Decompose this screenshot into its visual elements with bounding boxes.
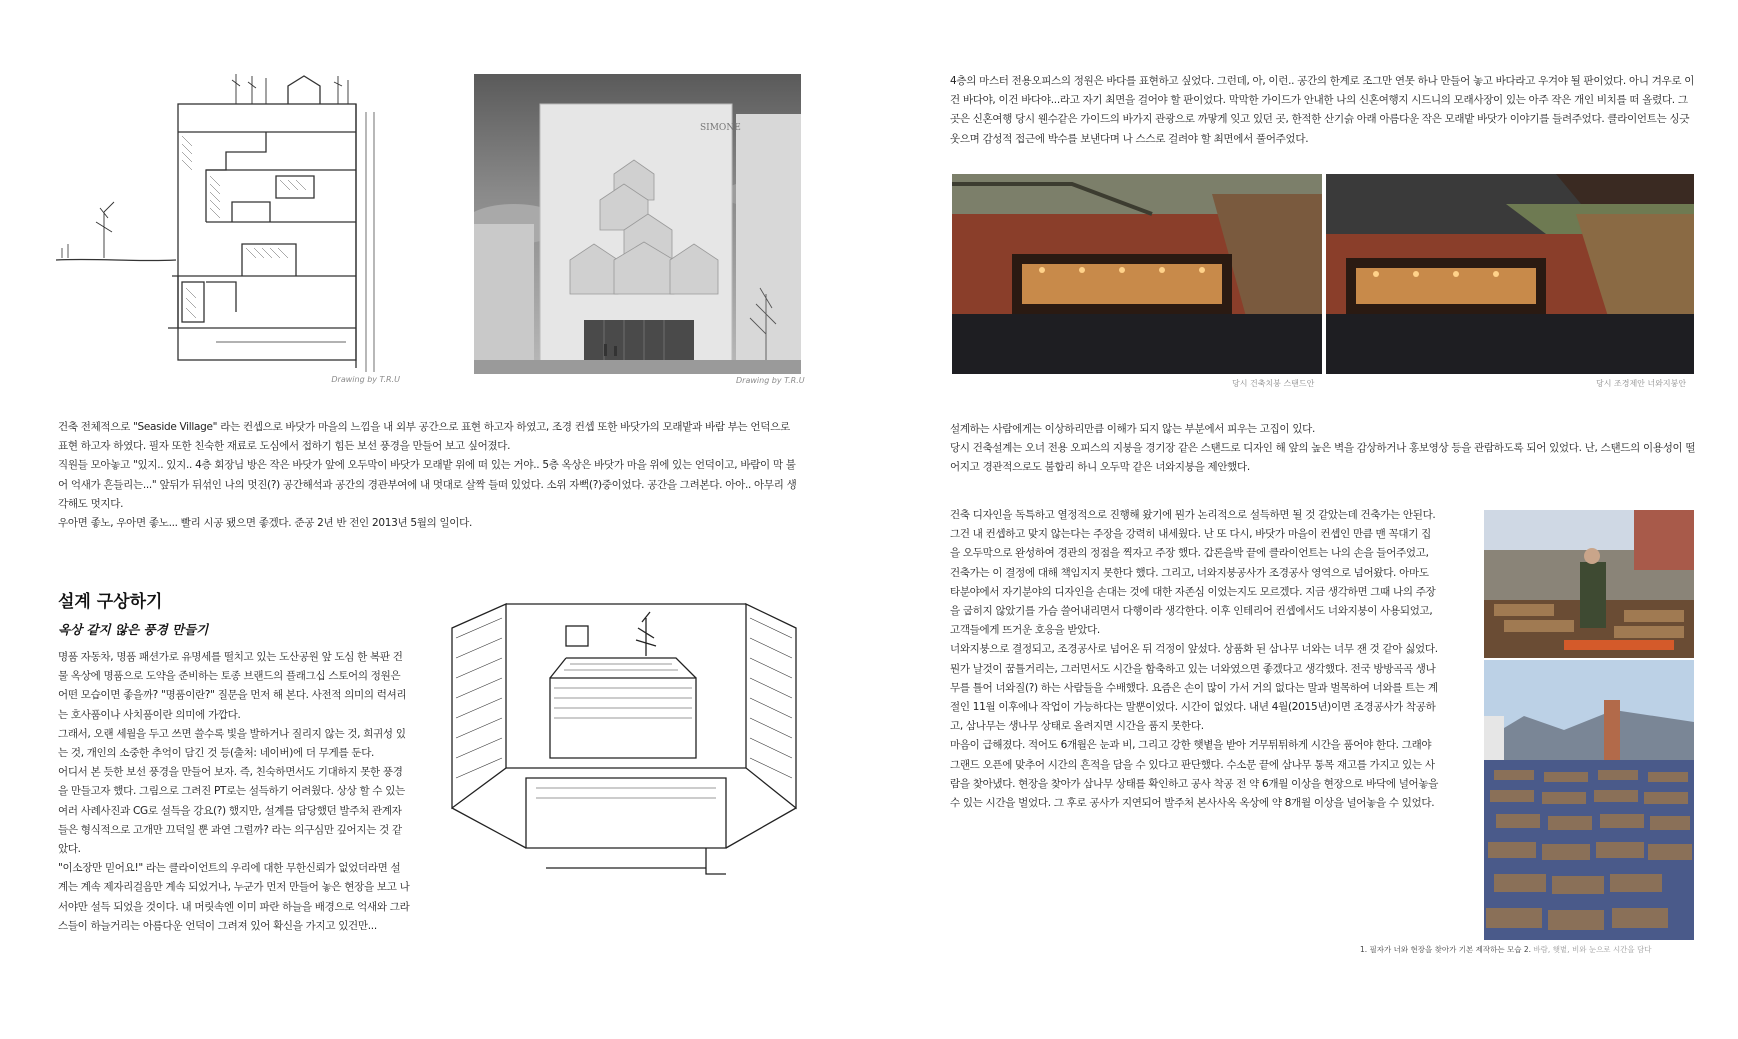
right-bottom-text-block: [950, 506, 1440, 813]
section-text-column: [58, 648, 410, 936]
shingle-roof-rendering-caption: 당시 조경제안 너와지붕안: [1596, 379, 1687, 388]
shingle-roof-rendering-image: [1326, 174, 1694, 374]
section-paragraph-1: 명품 자동차, 명품 패션가로 유명세를 떨치고 있는 도산공원 앞 도심 한 복판 건물 옥상에 명품으로 도약을 준비하는 토종 브랜드의 플래그십 스토어의 정원은 어떤 모습이면 좋을까? "명품이란?" 질문을 먼저 해 본다. 사전적 의미의 럭셔리는 호사품이나 사치품이란 의미에 가깝다.: [58, 651, 407, 721]
section-heading: 설계 구상하기: [58, 592, 163, 612]
right-bottom-paragraph-1: 건축 디자인을 독특하고 열정적으로 진행해 왔기에 뭔가 논리적으로 설득하면 될 것 같았는데 건축가는 안된다. 그건 내 컨셉하고 맞지 않는다는 주장을 강력히 내세웠다. 난 또 다시, 바닷가 마을이 컨셉인 만큼 맨 꼭대기 집을 오두막으로 완성하여 경관의 정점을 찍자고 주장 했다. 갑론을박 끝에 클라이언트는 나의 손을 들어주었고, 건축가는 이 결정에 대해 책임지지 못한다 했다. 그리고, 너와지붕공사가 조경공사 영역으로 넘어왔다. 아마도 타분야에서 자기분야의 디자인을 손대는 것에 대한 자존심 이었는지도 모르겠다. 지금 생각하면 그때 나의 주장을 굽히지 않았기를 가슴 쓸어내리면서 다행이라 생각한다. 이후 인테리어 컨셉에서도 너와지붕이 사용되었고, 고객들에게 뜨거운 호응을 받았다.: [950, 509, 1436, 637]
section-subheading: 옥상 같지 않은 풍경 만들기: [58, 622, 209, 637]
section-sketch-caption: Drawing by T.R.U: [331, 375, 400, 384]
section-sketch-figure: [56, 72, 408, 384]
craftsman-photo: [1484, 510, 1694, 658]
photo-footnote: [1360, 944, 1652, 955]
photo-footnote-primary: 1. 필자가 너와 현장을 찾아가 기본 제작하는 모습 2.: [1360, 945, 1532, 954]
section-sketch-drawing: [56, 72, 408, 380]
intro-paragraph-2: 직원들 모아놓고 "있지.. 있지.. 4층 회장님 방은 작은 바닷가 앞에 오두막이 바닷가 모래밭 위에 떠 있는 거야.. 5층 옥상은 바닷가 마을 위에 있는 언덕이고, 바람이 막 불어 억새가 흔들리는..." 앞뒤가 뒤섞인 나의 멋진(?) 공간해석과 공간의 경관부여에 내 멋대로 살짝 들떠 있었다. 소위 자뻑(?)중이었다. 공간을 그려본다. 아아.. 아무리 생각해도 멋지다.: [58, 459, 797, 510]
facade-rendering-image: [474, 74, 801, 374]
section-paragraph-4: "이소장만 믿어요!" 라는 클라이언트의 우리에 대한 무한신뢰가 없었더라면 설계는 계속 제자리걸음만 계속 되었거나, 누군가 먼저 만들어 놓은 현장을 보고 나서야만 설득 되었을 것이다. 내 머릿속엔 이미 파란 하늘을 배경으로 억새와 그라스들이 하늘거리는 아름다운 언덕이 그려져 있어 확신을 가지고 있건만...: [58, 862, 410, 932]
right-middle-paragraph-1: 설계하는 사람에게는 이상하리만큼 이해가 되지 않는 부분에서 피우는 고집이 있다.: [950, 423, 1316, 435]
stand-roof-rendering-caption: 당시 건축치붕 스탠드안: [1232, 379, 1315, 388]
stand-roof-rendering-drawing: [952, 174, 1322, 374]
drying-shingles-photo: [1484, 660, 1694, 940]
facade-rendering-caption: Drawing by T.R.U: [736, 376, 805, 385]
intro-paragraph-3: 우아면 좋노, 우아면 좋노... 빨리 시공 됐으면 좋겠다. 준공 2년 반 전인 2013년 5월의 일이다.: [58, 517, 473, 530]
facade-rendering-drawing: [474, 74, 801, 374]
roof-garden-sketch-drawing: [446, 598, 802, 878]
right-bottom-paragraph-2: 너와지붕으로 결정되고, 조경공사로 넘어온 뒤 걱정이 앞섰다. 상품화 된 삼나무 너와는 너무 잰 것 같아 싫었다. 뭔가 날것이 꿈틀거리는, 그러면서도 시간을 함축하고 있는 너와였으면 좋겠다고 생각했다. 전국 방방곡곡 생나무를 틀어 너와질(?) 하는 사람들을 수배했다. 요즘은 손이 많이 가서 거의 없다는 말과 벌목하여 너와를 트는 계절인 11월 이후에나 작업이 가능하다는 말뿐이었다. 시간이 없었다. 내년 4월(2015년)이면 조경공사가 착공하고, 삼나무는 생나무 상태로 올려지면 시간을 품지 못한다.: [950, 643, 1438, 733]
right-middle-paragraph-2: 당시 건축설계는 오너 전용 오피스의 지붕을 경기장 같은 스탠드로 디자인 해 앞의 높은 벽을 감상하거나 홍보영상 등을 관람하도록 되어 있었다. 난, 스탠드의 이용성이 떨어지고 경관적으로도 불합리 하니 오두막 같은 너와지붕을 제안했다.: [950, 442, 1696, 474]
intro-text-block: [58, 418, 802, 533]
right-top-paragraph: 4층의 마스터 전용오피스의 정원은 바다를 표현하고 싶었다. 그런데, 아, 이런.. 공간의 한계로 조그만 연못 하나 만들어 놓고 바다라고 우겨야 될 판이었다. 아니 겨우로 이건 바다야, 이건 바다야...라고 자기 최면을 걸어야 할 판이었다. 막막한 가이드가 안내한 나의 신혼여행지 시드니의 모래사장이 있는 아주 작은 개인 비치를 떠 올렸다. 그곳은 신혼여행 당시 웬수같은 가이드의 바가지 관광으로 까맣게 잊고 있던 곳, 한적한 산기슭 아래 아름다운 작은 모래밭 바닷가 이야기를 들려주었다. 클라이언트는 싱긋 웃으며 감성적 접근에 박수를 보낸다며 나 스스로 걸려야 할 최면에서 풀어주었다.: [950, 75, 1695, 145]
stand-roof-rendering-image: [952, 174, 1322, 374]
drying-shingles-photo-drawing: [1484, 660, 1694, 940]
right-middle-text-block: [950, 420, 1696, 478]
photo-footnote-secondary: 바람, 햇볕, 비와 눈으로 시간을 담다: [1531, 945, 1652, 954]
rendering-sign-text: SIMONE: [700, 123, 741, 133]
intro-paragraph-1: 건축 전체적으로 "Seaside Village" 라는 컨셉으로 바닷가 마을의 느낌을 내 외부 공간으로 표현 하고자 하였고, 조경 컨셉 또한 바닷가의 모래밭과 바람 부는 언덕으로 표현 하고자 하였다. 필자 또한 친숙한 재료로 도심에서 접하기 힘든 보선 풍경을 만들어 보고 싶어졌다.: [58, 421, 790, 453]
right-bottom-paragraph-3: 마음이 급해졌다. 적어도 6개월은 눈과 비, 그리고 강한 햇볕을 받아 거무튀튀하게 시간을 품어야 한다. 그래야 그랜드 오픈에 맞추어 시간의 흔적을 담을 수 있다고 판단했다. 수소문 끝에 삼나무 통목 재고를 가지고 있는 사람을 찾아냈다. 현장을 찾아가 삼나무 상태를 확인하고 공사 착공 전 약 6개월 이상을 현장으로 바닥에 널어놓을 수 있는 시간을 벌었다. 그 후로 공사가 지연되어 발주처 본사사옥 옥상에 약 8개월 이상을 널어놓을 수 있었다.: [950, 739, 1439, 810]
section-paragraph-2: 그래서, 오랜 세월을 두고 쓰면 쓸수록 빛을 발하거나 질리지 않는 것, 희귀성 있는 것, 개인의 소중한 추억이 담긴 것 등(출처: 네이버)에 더 무게를 둔다.: [58, 727, 406, 760]
craftsman-photo-drawing: [1484, 510, 1694, 658]
roof-garden-sketch-figure: [446, 598, 802, 878]
section-paragraph-3: 어디서 본 듯한 보선 풍경을 만들어 보자. 즉, 친숙하면서도 기대하지 못한 풍경을 만들고자 했다. 그림으로 그려진 PT로는 설득하기 어려웠다. 상상 할 수 있는 여러 사례사진과 CG로 설득을 강요(?) 했지만, 설계를 담당했던 발주처 관계자들은 형식적으로 고개만 끄덕일 뿐 과연 그럴까? 라는 의구심만 깊어지는 것 같았다.: [58, 766, 405, 856]
shingle-roof-rendering-drawing: [1326, 174, 1694, 374]
